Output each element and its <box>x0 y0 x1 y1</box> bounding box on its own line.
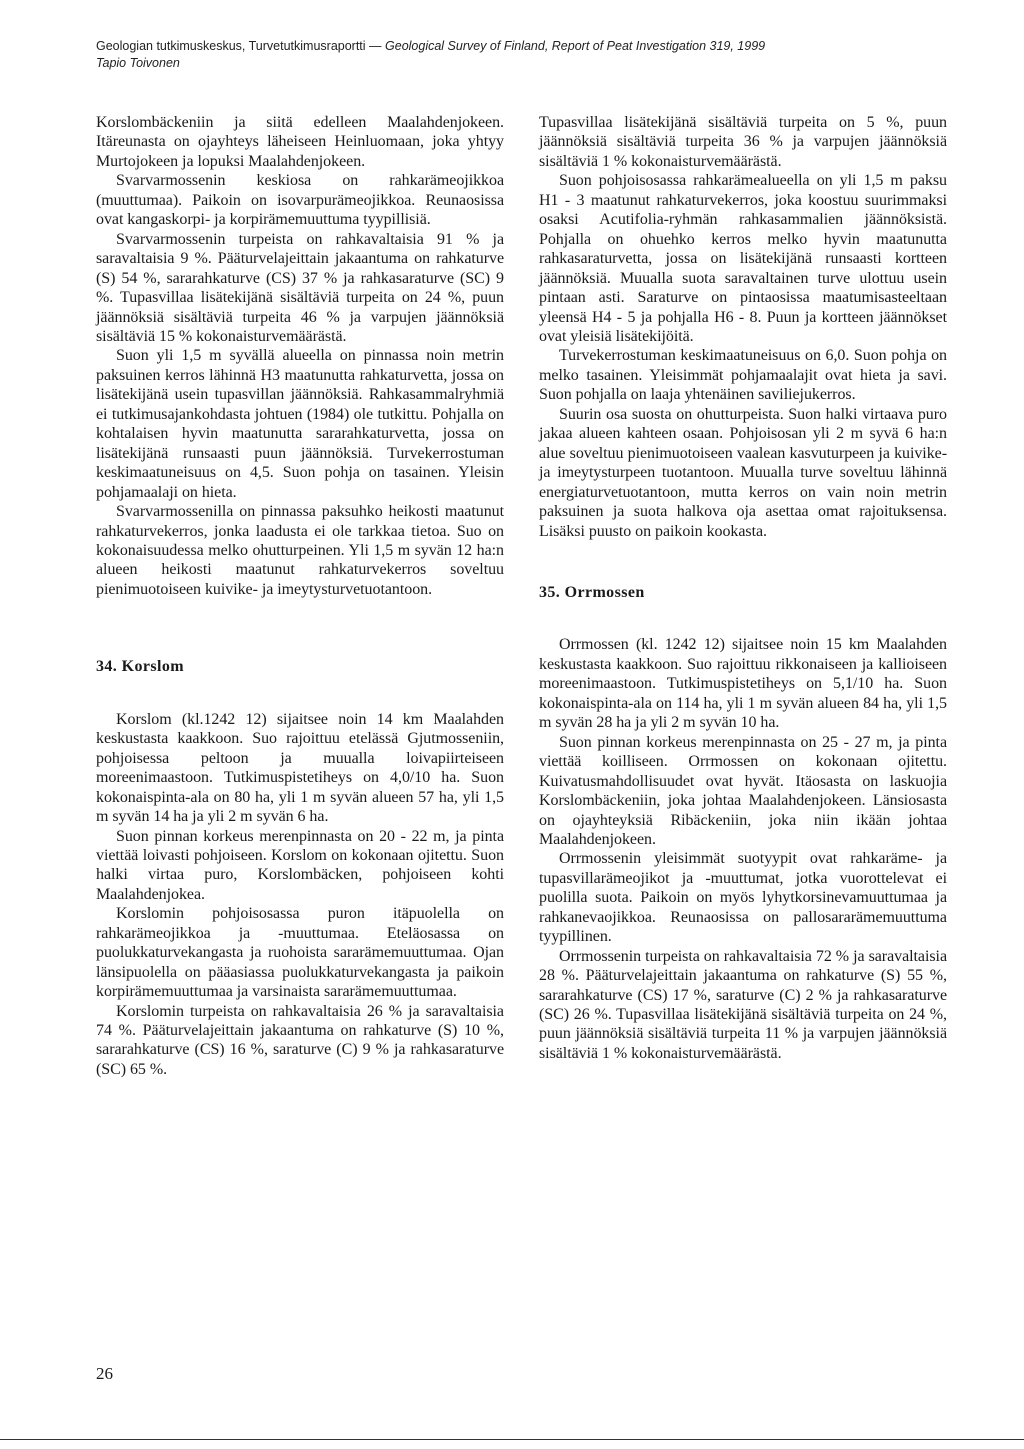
paragraph: Suon pohjoisosassa rahkarämealueella on yli 1,5 m paksu H1 - 3 maatunut rahkaturvekerros, joka koostuu suurimmaksi osaksi Acutifolia-ryhmän rahkasammalien jäännöksistä. Pohjalla on ohuehko kerros melko hyvin maatunutta rahkasaraturvetta, jossa on lisätekijänä runsaasti kortteen jäännöksiä. Muualla suota saravaltainen turve ulottuu usein pintaan asti. Saraturve on pintaosissa maatumisasteeltaan yleensä H4 - 5 ja pohjalla H6 - 8. Puun ja kortteen jäännökset ovat yleisiä lisätekijöitä. <box>539 172 947 345</box>
paragraph: Korslomin pohjoisosassa puron itäpuolella on rahkarämeojikkoa ja -muuttumaa. Eteläosassa on puolukkaturvekangasta ja ruohoista sararämemuuttumaa. Ojan länsipuolella on pääasiassa puolukkaturvekangasta ja paikoin korpirämemuuttumaa ja varsinaista sararämemuuttumaa. <box>96 905 504 1001</box>
paragraph: Suon pinnan korkeus merenpinnasta on 20 - 22 m, ja pinta viettää loivasti pohjoiseen. Korslom on kokonaan ojitettu. Suon halki virtaa puro, Korslombäcken, pohjoiseen kohti Maalahdenjokea. <box>96 827 504 903</box>
paragraph: Svarvarmossenin keskiosa on rahkarämeojikkoa (muuttumaa). Paikoin on isovarpurämeojikkoa. Reunaosissa ovat kangaskorpi- ja korpirämemuuttuma tyypillisiä. <box>96 172 504 229</box>
header-series: Geological Survey of Finland, Report of Peat Investigation 319, 1999 <box>385 39 766 53</box>
paragraph: Orrmossen (kl. 1242 12) sijaitsee noin 15 km Maalahden keskustasta kaakkoon. Suo rajoittuu rikkonaiseen ja kallioiseen moreenimaastoon. Tutkimuspistetiheys on 5,1/10 ha. Suon kokonaispinta-ala on 114 ha, yli 1 m syvän alueen 84 ha, yli 1,5 m syvän 28 ha ja yli 2 m syvän 10 ha. <box>539 636 947 732</box>
paragraph: Korslomin turpeista on rahkavaltaisia 26 % ja saravaltaisia 74 %. Pääturvelajeittain jakaantuma on rahkaturve (S) 10 %, sararahkaturve (CS) 16 %, saraturve (C) 9 % ja rahkasaraturve (SC) 65 %. <box>96 1002 504 1078</box>
paragraph: Korslom (kl.1242 12) sijaitsee noin 14 km Maalahden keskustasta kaakkoon. Suo rajoittuu etelässä Gjutmosseniin, pohjoisessa peltoon ja muualla loivapiirteiseen moreenimaastoon. Tutkimuspistetiheys on 4,0/10 ha. Suon kokonaispinta-ala on 80 ha, yli 1 m syvän alueen 57 ha, yli 1,5 m syvän 14 ha ja yli 2 m syvän 6 ha. <box>96 710 504 826</box>
section-heading-korslom: 34. Korslom <box>96 658 184 676</box>
paragraph: Tupasvillaa lisätekijänä sisältäviä turpeita on 5 %, puun jäännöksiä sisältäviä turpeita 36 % ja varpujen jäännöksiä sisältäviä 1 % kokonaisturvemäärästä. <box>539 114 947 170</box>
paragraph: Turvekerrostuman keskimaatuneisuus on 6,0. Suon pohja on melko tasainen. Yleisimmät pohjamaalajit ovat hieta ja savi. Suon pohjalla on laaja yhtenäinen saviliejukerros. <box>539 347 947 404</box>
paragraph: Suurin osa suosta on ohutturpeista. Suon halki virtaava puro jakaa alueen kahteen osaan. Pohjoisosan yli 2 m syvä 6 ha:n alue soveltuu pienimuotoiseen vaalean kasvuturpeen ja kuivike- ja imeytysturpeen tuotantoon. Muualla turve soveltuu lähinnä energiaturvetuotantoon, mutta kerros on vain noin metrin paksuinen ja suota halkova oja asettaa omat rajoituksensa. Lisäksi puusto on paikoin kookasta. <box>539 405 947 540</box>
paragraph: Svarvarmossenin turpeista on rahkavaltaisia 91 % ja saravaltaisia 9 %. Pääturvelajeittain jakaantuma on rahkaturve (S) 54 %, sararahkaturve (CS) 37 % ja rahkasaraturve (SC) 9 %. Tupasvillaa lisätekijänä sisältäviä turpeita on 24 %, puun jäännöksiä sisältäviä turpeita 46 % ja varpujen jäännöksiä sisältäviä 15 % kokonaisturvemäärästä. <box>96 230 504 345</box>
left-column <box>96 113 504 1079</box>
footer-divider <box>0 1439 1024 1440</box>
page-number: 26 <box>96 1364 113 1383</box>
paragraph: Korslombäckeniin ja siitä edelleen Maalahdenjokeen. Itäreunasta on ojayhteys läheiseen Heinluomaan, joka yhtyy Murtojokeen ja lopuksi Maalahdenjokeen. <box>96 114 504 170</box>
header-author: Tapio Toivonen <box>96 56 180 70</box>
paragraph: Suon pinnan korkeus merenpinnasta on 25 - 27 m, ja pinta viettää koilliseen. Orrmossen on kokonaan ojitettu. Kuivatusmahdollisuudet ovat hyvät. Itäosasta on laskuojia Korslombäckeniin, joka johtaa Maalahdenjokeen. Länsiosasta on ojayhteyksiä Ribäckeniin, joka niin ikään johtaa Maalahdenjokeen. <box>539 733 947 848</box>
page-header <box>96 38 956 72</box>
paragraph: Svarvarmossenilla on pinnassa paksuhko heikosti maatunut rahkaturvekerros, jonka laadusta ei ole tarkkaa tietoa. Suo on kokonaisuudessa melko ohutturpeinen. Yli 1,5 m syvän 12 ha:n alueen heikosti maatunut rahkaturvekerros soveltuu pienimuotoiseen kuivike- ja imeytysturvetuotantoon. <box>96 503 504 598</box>
right-column <box>539 113 947 1063</box>
paragraph: Orrmossenin yleisimmät suotyypit ovat rahkaräme- ja tupasvillarämeojikot ja -muuttumat, jotka vuorottelevat ei puolilla suota. Paikoin on myös lyhytkorsinevamuuttumaa ja rahkanevaojikkoa. Reunaosissa on pallosararämemuuttuma tyypillinen. <box>539 850 947 946</box>
paragraph: Orrmossenin turpeista on rahkavaltaisia 72 % ja saravaltaisia 28 %. Pääturvelajeittain jakaantuma on rahkaturve (S) 55 %, sararahkaturve (CS) 17 %, saraturve (C) 2 % ja rahkasaraturve (SC) 26 %. Tupasvillaa lisätekijänä sisältäviä turpeita on 24 %, puun jäännöksiä sisältäviä turpeita 11 % ja varpujen jäännöksiä sisältäviä 1 % kokonaisturvemäärästä. <box>539 947 947 1062</box>
paragraph: Suon yli 1,5 m syvällä alueella on pinnassa noin metrin paksuinen kerros lähinnä H3 maatunutta rahkaturvetta, jossa on lisätekijänä usein tupasvillan jäännöksiä. Rahkasammalryhmiä ei tutkimusajankohdasta johtuen (1984) ole tutkittu. Pohjalla on kohtalaisen hyvin maatunutta sararahkaturvetta, jossa on lisätekijänä runsaasti puun jäännöksiä. Turvekerrostuman keskimaatuneisuus on 4,5. Suon pohja on tasainen. Yleisin pohjamaalaji on hieta. <box>96 347 504 501</box>
header-publisher: Geologian tutkimuskeskus, Turvetutkimusraportti — <box>96 39 382 53</box>
header-line <box>96 38 956 55</box>
section-heading-orrmossen: 35. Orrmossen <box>539 583 645 601</box>
